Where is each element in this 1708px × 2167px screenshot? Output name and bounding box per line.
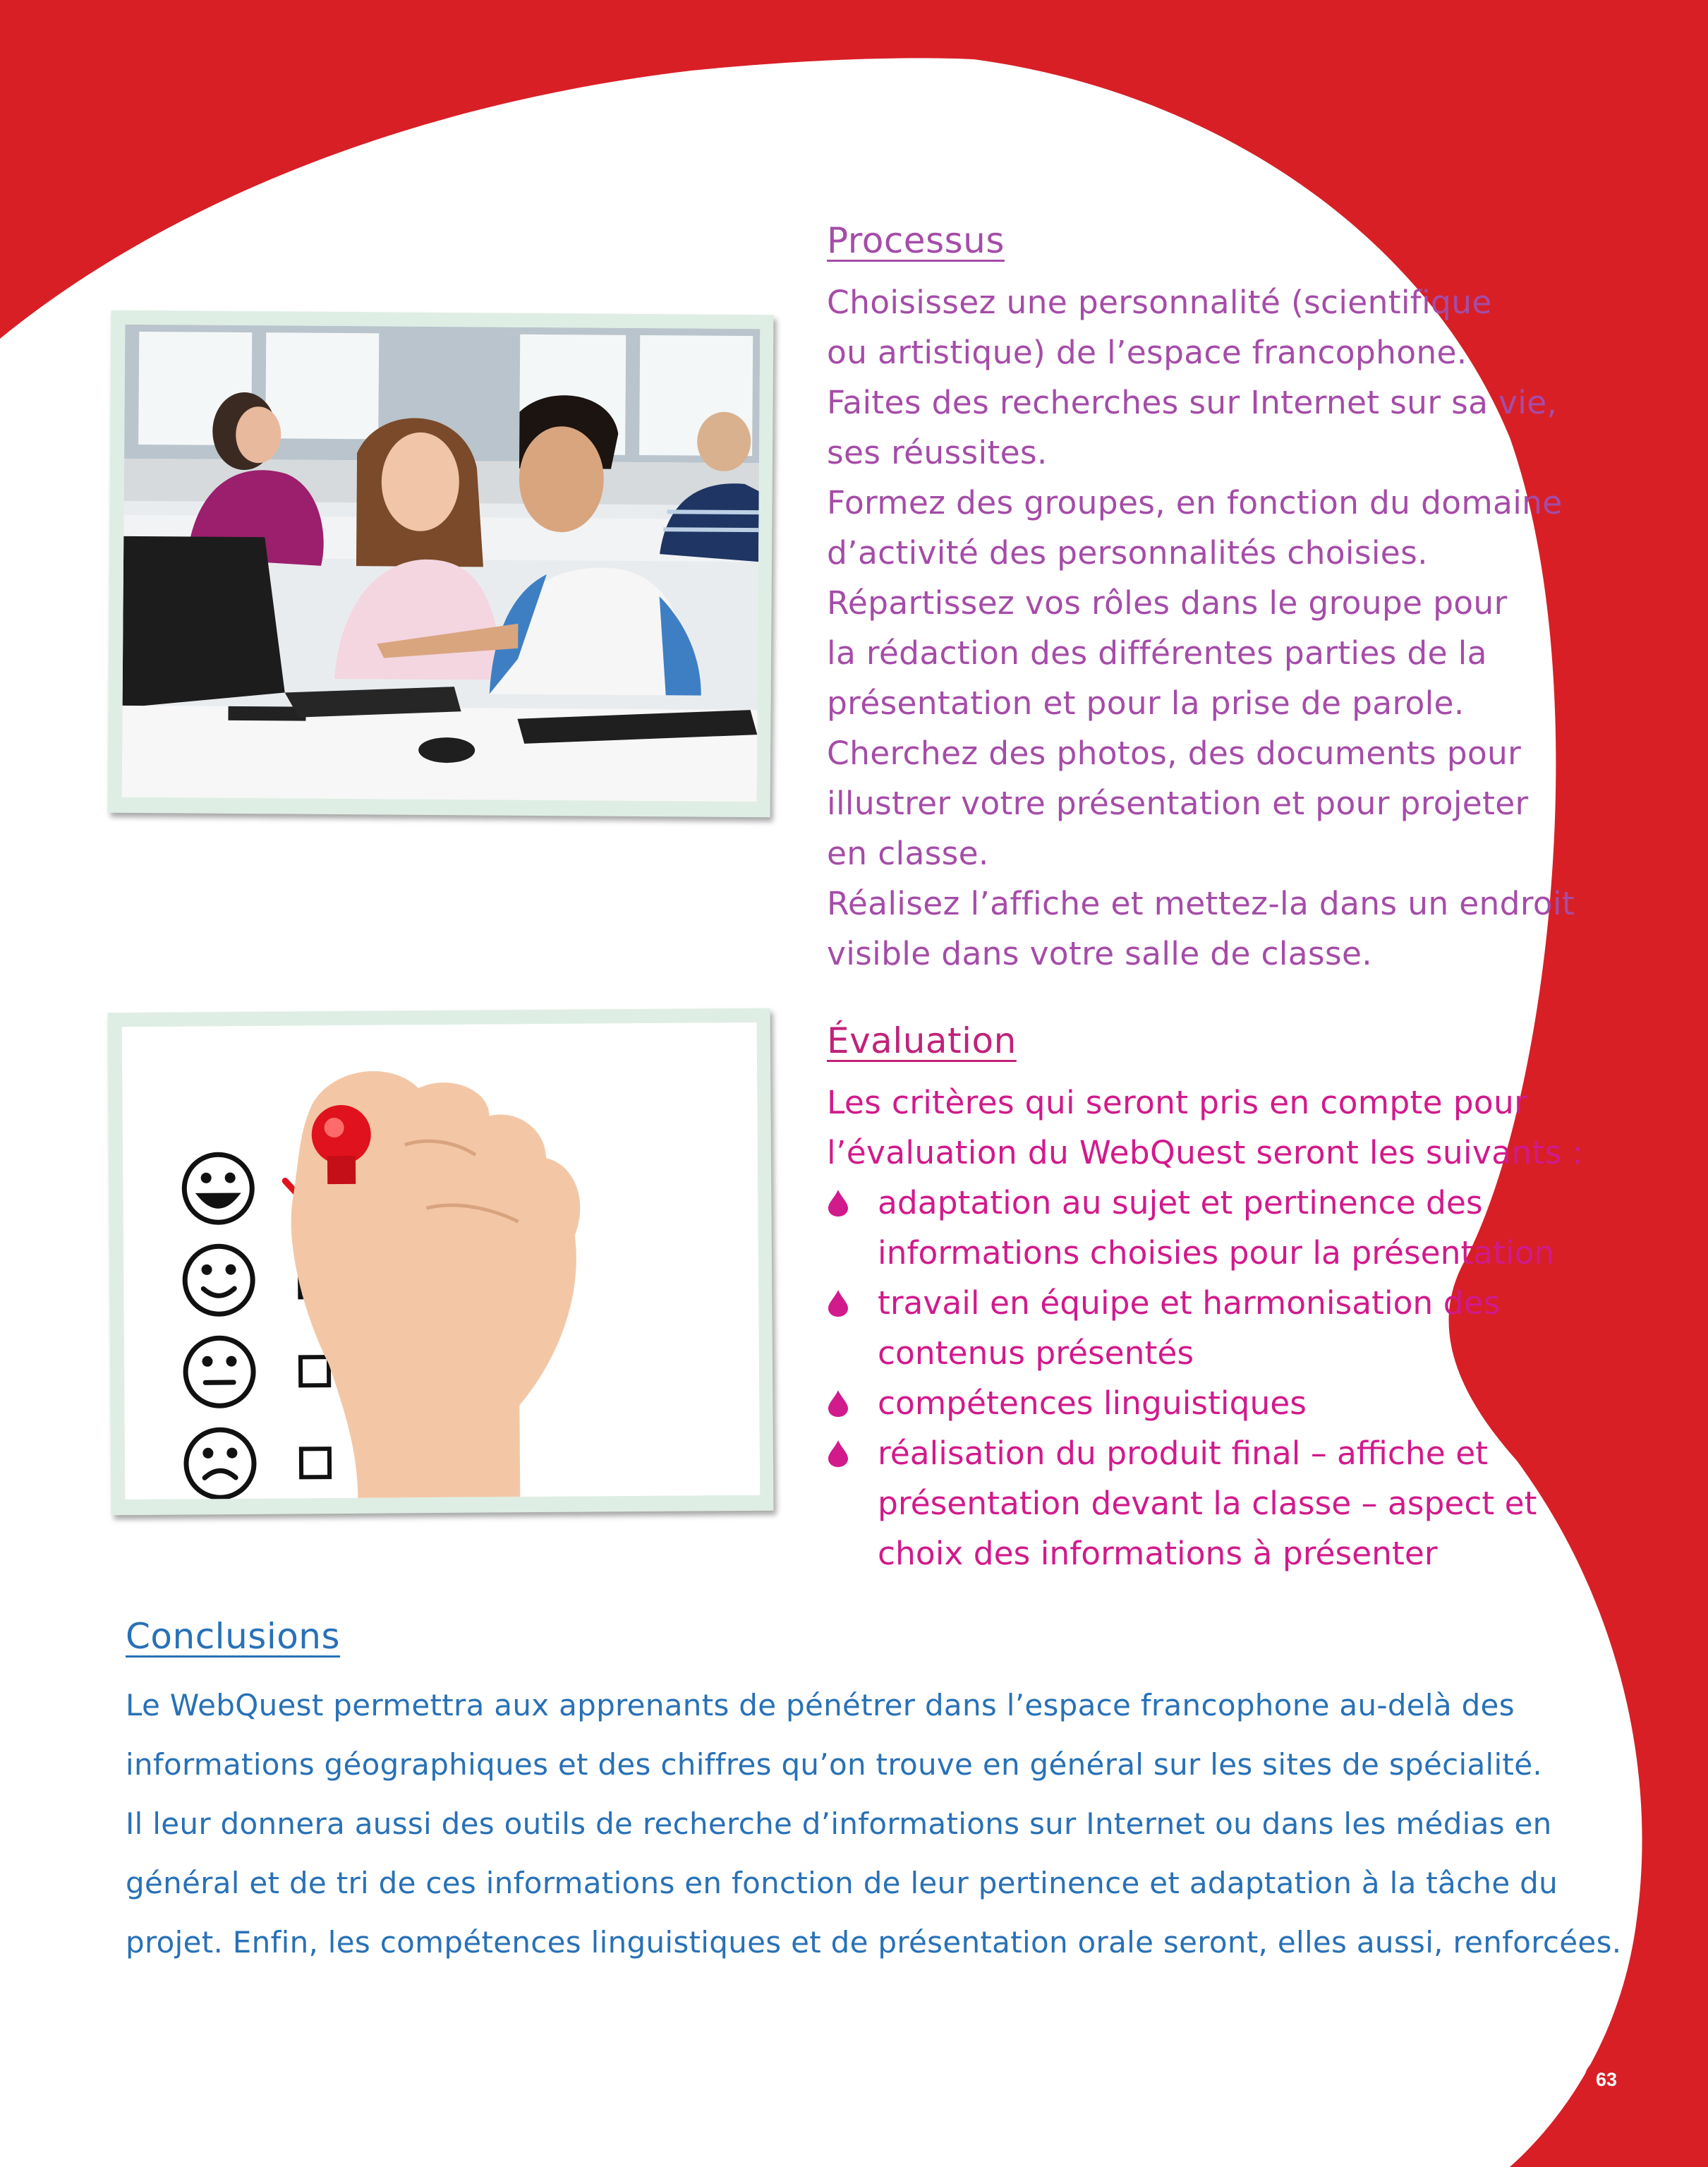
- process-line: ou artistique) de l’espace francophone.: [827, 334, 1467, 371]
- process-line: en classe.: [827, 835, 989, 872]
- process-line: visible dans votre salle de classe.: [827, 935, 1373, 972]
- criterion-line: réalisation du produit final – affiche et: [878, 1435, 1489, 1472]
- process-line: Cherchez des photos, des documents pour: [827, 735, 1522, 772]
- process-line: illustrer votre présentation et pour projeter: [827, 785, 1529, 822]
- process-line: présentation et pour la prise de parole.: [827, 684, 1465, 722]
- criterion-line: compétences linguistiques: [878, 1384, 1307, 1422]
- criterion-item: [827, 1378, 1554, 1428]
- criterion-line: contenus présentés: [878, 1334, 1194, 1372]
- criterion-item: [827, 1278, 1554, 1378]
- drop-bullet-icon: [828, 1440, 848, 1467]
- criterion-line: présentation devant la classe – aspect et: [878, 1485, 1537, 1522]
- drop-bullet-icon: [828, 1390, 848, 1417]
- drop-bullet-icon: [828, 1290, 848, 1317]
- conclusions-heading: Conclusions: [126, 1616, 341, 1657]
- criterion-item: [827, 1428, 1554, 1579]
- evaluation-checklist-photo: [108, 1008, 774, 1516]
- process-line: ses réussites.: [827, 434, 1048, 471]
- criterion-line: travail en équipe et harmonisation des: [878, 1284, 1501, 1322]
- checklist-illustration: [122, 1022, 761, 1499]
- process-line: Faites des recherches sur Internet sur sa vie,: [827, 384, 1558, 421]
- evaluation-intro-line: Les critères qui seront pris en compte pour: [827, 1084, 1528, 1121]
- criterion-line: informations choisies pour la présentation: [878, 1234, 1555, 1272]
- evaluation-intro: [827, 1078, 1583, 1178]
- evaluation-heading: Évaluation: [827, 1020, 1017, 1061]
- conclusion-line: général et de tri de ces informations en fonction de leur pertinence et adaptation à la tâche du: [126, 1866, 1558, 1900]
- conclusion-line: projet. Enfin, les compétences linguistiques et de présentation orale seront, elles aussi, renforcées.: [126, 1925, 1622, 1960]
- conclusions-text: [126, 1676, 1621, 1972]
- conclusion-line: Il leur donnera aussi des outils de recherche d’informations sur Internet ou dans les médias en: [126, 1806, 1552, 1841]
- process-line: d’activité des personnalités choisies.: [827, 534, 1428, 572]
- process-line: la rédaction des différentes parties de la: [827, 634, 1487, 672]
- evaluation-intro-line: l’évaluation du WebQuest seront les suivants :: [827, 1134, 1584, 1171]
- criterion-item: [827, 1178, 1554, 1278]
- process-text: [827, 277, 1575, 979]
- evaluation-criteria-list: [827, 1178, 1554, 1579]
- process-line: Formez des groupes, en fonction du domaine: [827, 484, 1563, 521]
- process-line: Réalisez l’affiche et mettez-la dans un endroit: [827, 885, 1575, 922]
- conclusion-line: informations géographiques et des chiffres qu’on trouve en général sur les sites de spécialité.: [126, 1747, 1542, 1782]
- students-computer-photo: [108, 310, 774, 818]
- page-number-badge: 63: [1585, 2058, 1628, 2101]
- criterion-line: choix des informations à présenter: [878, 1535, 1438, 1572]
- process-line: Choisissez une personnalité (scientifique: [827, 284, 1492, 321]
- process-line: Répartissez vos rôles dans le groupe pour: [827, 584, 1508, 622]
- drop-bullet-icon: [828, 1190, 848, 1217]
- process-heading: Processus: [827, 220, 1005, 261]
- criterion-line: adaptation au sujet et pertinence des: [878, 1184, 1483, 1221]
- students-photo-illustration: [122, 325, 761, 802]
- conclusion-line: Le WebQuest permettra aux apprenants de pénétrer dans l’espace francophone au-delà des: [126, 1688, 1515, 1722]
